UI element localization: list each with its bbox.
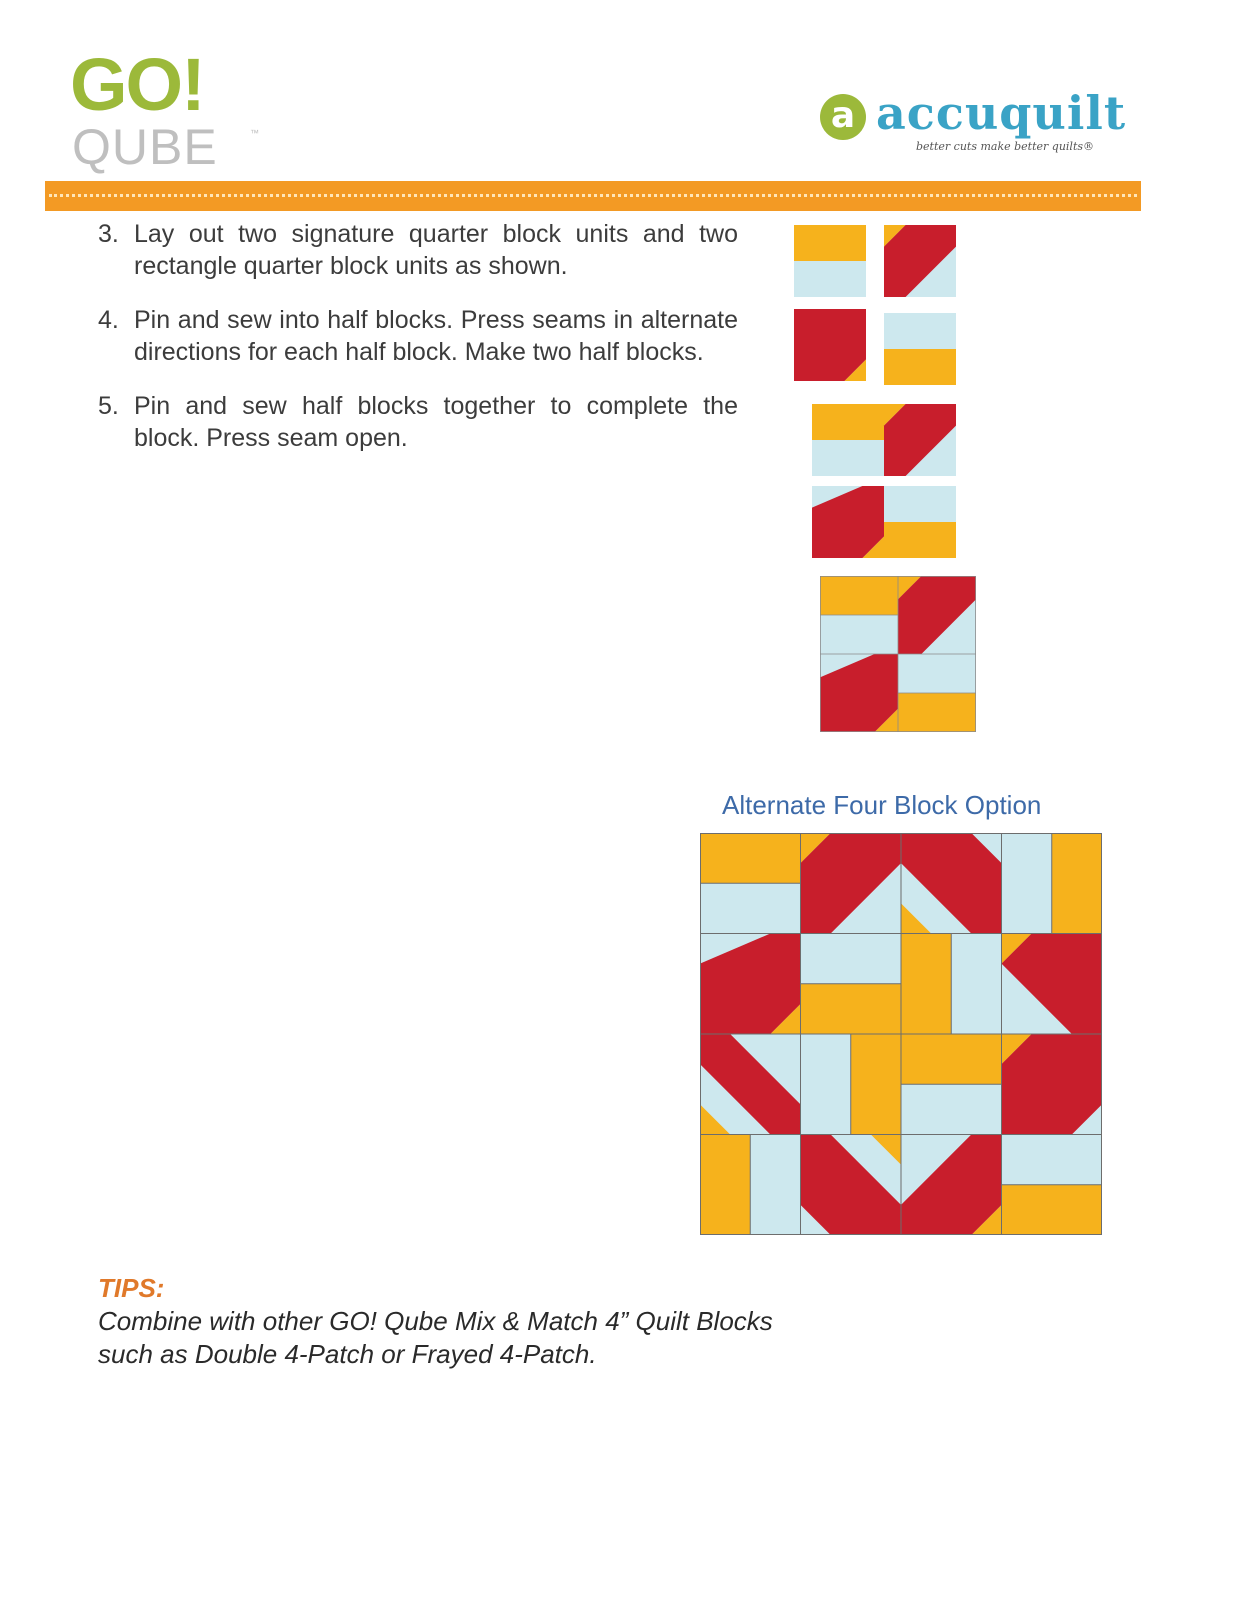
step-item	[98, 304, 738, 368]
blue-patch	[794, 261, 866, 297]
step-item	[98, 218, 738, 282]
step-text: Lay out two signature quarter block units and two rectangle quarter block units as shown.	[134, 220, 738, 280]
rect-unit-gold-bottom	[884, 313, 956, 385]
signature-unit-right	[884, 225, 956, 297]
gold-patch	[884, 522, 956, 558]
half-block-top	[812, 404, 956, 476]
four-block-figure	[700, 833, 1102, 1235]
completed-block	[820, 576, 976, 732]
qube-logo-text: QUBE	[72, 119, 218, 175]
trademark-mark: ™	[250, 128, 259, 138]
accuquilt-wordmark: accuquilt	[876, 86, 1127, 140]
blue-patch	[884, 313, 956, 349]
gold-patch	[884, 349, 956, 385]
signature-unit-left	[794, 309, 866, 381]
gold-patch	[812, 404, 884, 440]
gold-patch	[794, 225, 866, 261]
accuquilt-badge-icon: a	[820, 94, 866, 140]
alternate-option-caption: Alternate Four Block Option	[722, 790, 1042, 820]
blue-patch	[884, 486, 956, 522]
step-text: Pin and sew half blocks together to complete the block. Press seam open.	[134, 392, 738, 452]
go-logo-text: GO!	[70, 43, 204, 126]
instruction-steps	[98, 218, 738, 476]
header-divider-bar	[45, 181, 1141, 211]
half-block-bottom	[812, 486, 956, 558]
blue-patch	[812, 440, 884, 476]
accuquilt-tagline: better cuts make better quilts®	[916, 140, 1095, 153]
step-text: Pin and sew into half blocks. Press seams in alternate directions for each half block. Make two half blocks.	[134, 306, 738, 366]
rect-unit-gold-top	[794, 225, 866, 297]
four-block-quilt	[700, 833, 1102, 1235]
step-number: 5.	[98, 392, 119, 420]
completed-block-figure	[820, 576, 976, 732]
go-qube-logo	[70, 43, 270, 178]
step-number: 3.	[98, 220, 119, 248]
tips-text: Combine with other GO! Qube Mix & Match 4” Quilt Blocks such as Double 4-Patch or Frayed 4-Patch.	[98, 1306, 773, 1369]
tips-section	[98, 1272, 778, 1371]
quarter-units-figure	[794, 225, 959, 385]
tips-label: TIPS:	[98, 1273, 165, 1303]
divider-dots	[49, 194, 1137, 197]
accuquilt-logo	[820, 88, 1160, 168]
step-number: 4.	[98, 306, 119, 334]
half-blocks-figure	[812, 404, 958, 558]
step-item	[98, 390, 738, 454]
